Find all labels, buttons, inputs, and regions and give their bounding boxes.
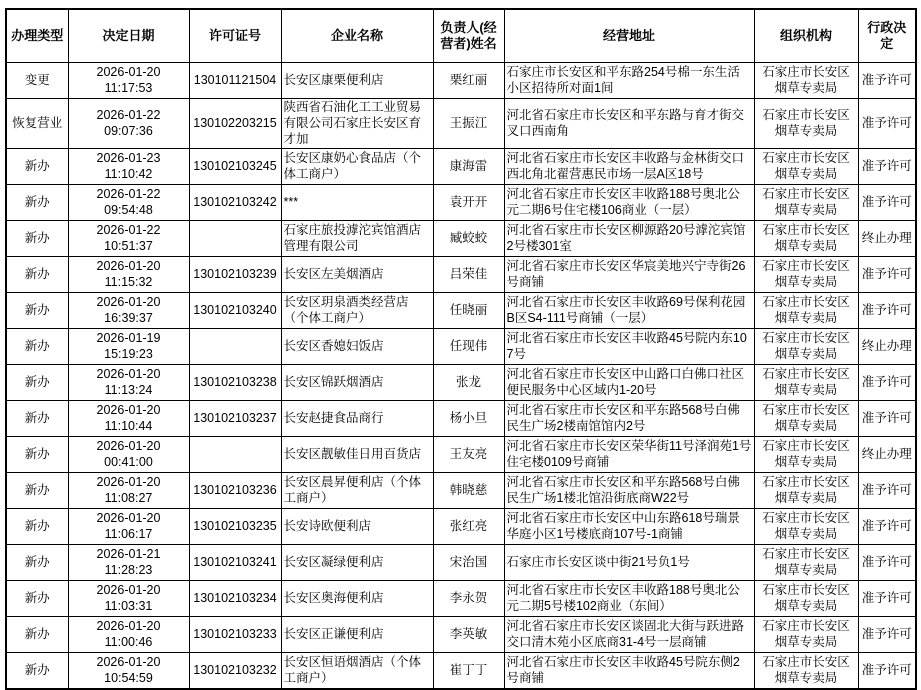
cell-license <box>189 437 281 473</box>
cell-company: 长安赵捷食品商行 <box>281 401 433 437</box>
cell-datetime <box>68 221 189 257</box>
cell-type: 新办 <box>6 257 68 293</box>
cell-company: 长安区左美烟酒店 <box>281 257 433 293</box>
cell-decision: 准予许可 <box>858 365 916 401</box>
cell-datetime <box>68 581 189 617</box>
cell-org: 石家庄市长安区烟草专卖局 <box>754 293 858 329</box>
cell-type: 新办 <box>6 545 68 581</box>
cell-decision: 准予许可 <box>858 617 916 653</box>
column-header-decision: 行政决定 <box>858 9 916 63</box>
cell-type: 恢复营业 <box>6 99 68 149</box>
cell-company: 长安区康奶心食品店（个体工商户） <box>281 149 433 185</box>
cell-decision: 准予许可 <box>858 401 916 437</box>
cell-address: 河北省石家庄市长安区华宸美地兴宁寺街26号商铺 <box>504 257 754 293</box>
table-row <box>6 257 916 293</box>
cell-type: 变更 <box>6 63 68 99</box>
cell-company: 长安区靓敏佳日用百货店 <box>281 437 433 473</box>
table-header <box>6 9 916 63</box>
cell-org: 石家庄市长安区烟草专卖局 <box>754 401 858 437</box>
cell-address: 河北省石家庄市长安区丰收路45号院东侧2号商铺 <box>504 653 754 690</box>
cell-decision: 准予许可 <box>858 581 916 617</box>
cell-person: 杨小旦 <box>433 401 504 437</box>
cell-address: 河北省石家庄市长安区和平东路与育才街交叉口西南角 <box>504 99 754 149</box>
cell-license: 130102103238 <box>189 365 281 401</box>
cell-org: 石家庄市长安区烟草专卖局 <box>754 545 858 581</box>
table-row <box>6 63 916 99</box>
decision-time: 11:15:32 <box>104 274 153 289</box>
cell-org: 石家庄市长安区烟草专卖局 <box>754 437 858 473</box>
decision-date: 2026-01-19 <box>96 331 161 345</box>
cell-license: 130102103233 <box>189 617 281 653</box>
decision-date: 2026-01-21 <box>96 547 161 561</box>
decision-date: 2026-01-22 <box>96 107 161 122</box>
cell-decision: 终止办理 <box>858 329 916 365</box>
column-header-person: 负责人(经营者)姓名 <box>433 9 504 63</box>
cell-person: 李英敏 <box>433 617 504 653</box>
cell-company: 长安区锦跃烟酒店 <box>281 365 433 401</box>
header-row <box>6 9 916 63</box>
cell-person: 王友亮 <box>433 437 504 473</box>
decision-date: 2026-01-20 <box>96 64 161 79</box>
cell-person: 李永贺 <box>433 581 504 617</box>
cell-datetime <box>68 257 189 293</box>
cell-address: 河北省石家庄市长安区和平东路568号白佛民生广场1楼北馆沿街底商W22号 <box>504 473 754 509</box>
decision-time: 11:03:31 <box>104 598 153 613</box>
decision-date: 2026-01-20 <box>96 619 161 633</box>
cell-address: 石家庄市长安区谈中街21号负1号 <box>504 545 754 581</box>
table-row <box>6 401 916 437</box>
cell-company: 长安区凝绿便利店 <box>281 545 433 581</box>
cell-license: 130102103245 <box>189 149 281 185</box>
license-table-container <box>5 8 917 690</box>
cell-decision: 准予许可 <box>858 653 916 690</box>
cell-org: 石家庄市长安区烟草专卖局 <box>754 617 858 653</box>
cell-org: 石家庄市长安区烟草专卖局 <box>754 365 858 401</box>
cell-org: 石家庄市长安区烟草专卖局 <box>754 581 858 617</box>
table-row <box>6 365 916 401</box>
cell-datetime <box>68 99 189 149</box>
cell-type: 新办 <box>6 509 68 545</box>
decision-time: 11:10:42 <box>104 166 153 181</box>
cell-company: 长安区玥泉酒类经营店（个体工商户） <box>281 293 433 329</box>
cell-address: 石家庄市长安区和平东路254号棉一东生活小区招待所对面1间 <box>504 63 754 99</box>
cell-type: 新办 <box>6 617 68 653</box>
cell-address: 河北省石家庄市长安区谈固北大街与跃进路交口清木苑小区底商31-4号一层商铺 <box>504 617 754 653</box>
decision-time: 11:00:46 <box>104 634 153 649</box>
cell-decision: 终止办理 <box>858 221 916 257</box>
cell-address: 河北省石家庄市长安区和平东路568号白佛民生广场2楼南馆馆内2号 <box>504 401 754 437</box>
decision-time: 16:39:37 <box>104 310 153 325</box>
table-row <box>6 149 916 185</box>
cell-datetime <box>68 365 189 401</box>
cell-decision: 准予许可 <box>858 99 916 149</box>
cell-license: 130102103235 <box>189 509 281 545</box>
cell-person: 康海雷 <box>433 149 504 185</box>
cell-address: 河北省石家庄市长安区荣华街11号泽润苑1号住宅楼0109号商铺 <box>504 437 754 473</box>
cell-type: 新办 <box>6 401 68 437</box>
cell-company: 长安区香媳妇饭店 <box>281 329 433 365</box>
cell-decision: 准予许可 <box>858 149 916 185</box>
table-row <box>6 221 916 257</box>
cell-org: 石家庄市长安区烟草专卖局 <box>754 221 858 257</box>
decision-time: 10:54:59 <box>104 670 153 685</box>
table-row <box>6 99 916 149</box>
decision-time: 11:13:24 <box>104 382 153 397</box>
cell-license: 130102103237 <box>189 401 281 437</box>
cell-datetime <box>68 293 189 329</box>
decision-date: 2026-01-20 <box>96 655 161 669</box>
decision-date: 2026-01-22 <box>96 187 161 201</box>
column-header-datetime: 决定日期 <box>68 9 189 63</box>
decision-time: 15:19:23 <box>104 346 153 361</box>
decision-time: 10:51:37 <box>104 238 153 253</box>
column-header-address: 经营地址 <box>504 9 754 63</box>
cell-type: 新办 <box>6 185 68 221</box>
decision-date: 2026-01-20 <box>96 475 161 489</box>
cell-company: *** <box>281 185 433 221</box>
cell-company: 长安区正谦便利店 <box>281 617 433 653</box>
cell-company: 长安区恒语烟酒店（个体工商户） <box>281 653 433 690</box>
cell-org: 石家庄市长安区烟草专卖局 <box>754 185 858 221</box>
decision-date: 2026-01-20 <box>96 367 161 381</box>
cell-decision: 准予许可 <box>858 257 916 293</box>
cell-decision: 准予许可 <box>858 185 916 221</box>
decision-time: 11:06:17 <box>104 526 153 541</box>
column-header-org: 组织机构 <box>754 9 858 63</box>
table-row <box>6 329 916 365</box>
cell-person: 臧蛟蛟 <box>433 221 504 257</box>
cell-person: 张红亮 <box>433 509 504 545</box>
cell-company: 长安区奥海便利店 <box>281 581 433 617</box>
table-row <box>6 437 916 473</box>
cell-address: 河北省石家庄市长安区丰收路188号奥北公元二期6号住宅楼106商业（一层） <box>504 185 754 221</box>
cell-company: 长安诗欧便利店 <box>281 509 433 545</box>
decision-date: 2026-01-20 <box>96 583 161 597</box>
cell-type: 新办 <box>6 653 68 690</box>
cell-license: 130102103234 <box>189 581 281 617</box>
cell-type: 新办 <box>6 149 68 185</box>
cell-datetime <box>68 185 189 221</box>
decision-time: 11:28:23 <box>104 562 153 577</box>
cell-person: 栗红丽 <box>433 63 504 99</box>
table-row <box>6 653 916 690</box>
cell-datetime <box>68 329 189 365</box>
cell-type: 新办 <box>6 581 68 617</box>
cell-org: 石家庄市长安区烟草专卖局 <box>754 149 858 185</box>
cell-datetime <box>68 149 189 185</box>
cell-decision: 准予许可 <box>858 545 916 581</box>
decision-time: 11:17:53 <box>104 80 153 95</box>
cell-decision: 终止办理 <box>858 437 916 473</box>
cell-type: 新办 <box>6 293 68 329</box>
cell-license: 130102103236 <box>189 473 281 509</box>
column-header-company: 企业名称 <box>281 9 433 63</box>
cell-license: 130102103240 <box>189 293 281 329</box>
cell-address: 河北省石家庄市长安区中山东路618号瑞景华庭小区1号楼底商107号-1商铺 <box>504 509 754 545</box>
cell-license: 130101121504 <box>189 63 281 99</box>
decision-time: 00:41:00 <box>104 454 153 469</box>
cell-address: 河北省石家庄市长安区中山路口白佛口社区便民服务中心区域内1-20号 <box>504 365 754 401</box>
cell-person: 崔丁丁 <box>433 653 504 690</box>
cell-type: 新办 <box>6 473 68 509</box>
cell-company: 长安区康栗便利店 <box>281 63 433 99</box>
table-row <box>6 509 916 545</box>
cell-license: 130102103232 <box>189 653 281 690</box>
cell-person: 任晓丽 <box>433 293 504 329</box>
decision-date: 2026-01-20 <box>96 403 161 417</box>
cell-datetime <box>68 401 189 437</box>
cell-company: 长安区晨昇便利店（个体工商户） <box>281 473 433 509</box>
cell-company: 陕西省石油化工工业贸易有限公司石家庄长安区育才加 <box>281 99 433 149</box>
table-row <box>6 545 916 581</box>
table-body <box>6 63 916 690</box>
decision-date: 2026-01-20 <box>96 511 161 525</box>
cell-license <box>189 221 281 257</box>
cell-type: 新办 <box>6 329 68 365</box>
cell-person: 韩晓慈 <box>433 473 504 509</box>
cell-type: 新办 <box>6 221 68 257</box>
cell-person: 袁开开 <box>433 185 504 221</box>
license-decisions-table <box>5 8 917 690</box>
column-header-license: 许可证号 <box>189 9 281 63</box>
cell-datetime <box>68 437 189 473</box>
cell-license: 130102103239 <box>189 257 281 293</box>
cell-person: 任现伟 <box>433 329 504 365</box>
cell-type: 新办 <box>6 365 68 401</box>
cell-org: 石家庄市长安区烟草专卖局 <box>754 99 858 149</box>
decision-date: 2026-01-20 <box>96 295 161 309</box>
table-row <box>6 473 916 509</box>
cell-decision: 准予许可 <box>858 509 916 545</box>
column-header-type: 办理类型 <box>6 9 68 63</box>
cell-org: 石家庄市长安区烟草专卖局 <box>754 329 858 365</box>
cell-license: 130102103241 <box>189 545 281 581</box>
table-row <box>6 293 916 329</box>
decision-date: 2026-01-20 <box>96 439 161 453</box>
cell-person: 宋治国 <box>433 545 504 581</box>
cell-address: 河北省石家庄市长安区丰收路69号保利花园B区S4-111号商铺（一层） <box>504 293 754 329</box>
decision-time: 11:10:44 <box>104 418 153 433</box>
cell-decision: 准予许可 <box>858 293 916 329</box>
cell-person: 吕荣佳 <box>433 257 504 293</box>
decision-date: 2026-01-20 <box>96 259 161 273</box>
decision-date: 2026-01-22 <box>96 223 161 237</box>
decision-time: 09:07:36 <box>104 123 153 138</box>
cell-datetime <box>68 63 189 99</box>
decision-time: 09:54:48 <box>104 202 153 217</box>
cell-decision: 准予许可 <box>858 473 916 509</box>
table-row <box>6 617 916 653</box>
cell-company: 石家庄旅投滹沱宾馆酒店管理有限公司 <box>281 221 433 257</box>
cell-person: 张龙 <box>433 365 504 401</box>
cell-license <box>189 329 281 365</box>
cell-org: 石家庄市长安区烟草专卖局 <box>754 509 858 545</box>
cell-datetime <box>68 473 189 509</box>
cell-address: 河北省石家庄市长安区丰收路188号奥北公元二期5号楼102商业（东间） <box>504 581 754 617</box>
cell-person: 王振江 <box>433 99 504 149</box>
cell-org: 石家庄市长安区烟草专卖局 <box>754 653 858 690</box>
table-row <box>6 581 916 617</box>
table-row <box>6 185 916 221</box>
cell-datetime <box>68 617 189 653</box>
cell-address: 河北省石家庄市长安区丰收路与金林街交口西北角北翟营惠民市场一层A区18号 <box>504 149 754 185</box>
cell-license: 130102203215 <box>189 99 281 149</box>
cell-org: 石家庄市长安区烟草专卖局 <box>754 473 858 509</box>
decision-time: 11:08:27 <box>104 490 153 505</box>
cell-type: 新办 <box>6 437 68 473</box>
decision-date: 2026-01-23 <box>96 151 161 165</box>
cell-datetime <box>68 545 189 581</box>
cell-address: 河北省石家庄市长安区柳源路20号滹沱宾馆2号楼301室 <box>504 221 754 257</box>
cell-datetime <box>68 509 189 545</box>
cell-org: 石家庄市长安区烟草专卖局 <box>754 257 858 293</box>
cell-decision: 准予许可 <box>858 63 916 99</box>
cell-license: 130102103242 <box>189 185 281 221</box>
cell-org: 石家庄市长安区烟草专卖局 <box>754 63 858 99</box>
cell-datetime <box>68 653 189 690</box>
cell-address: 河北省石家庄市长安区丰收路45号院内东107号 <box>504 329 754 365</box>
